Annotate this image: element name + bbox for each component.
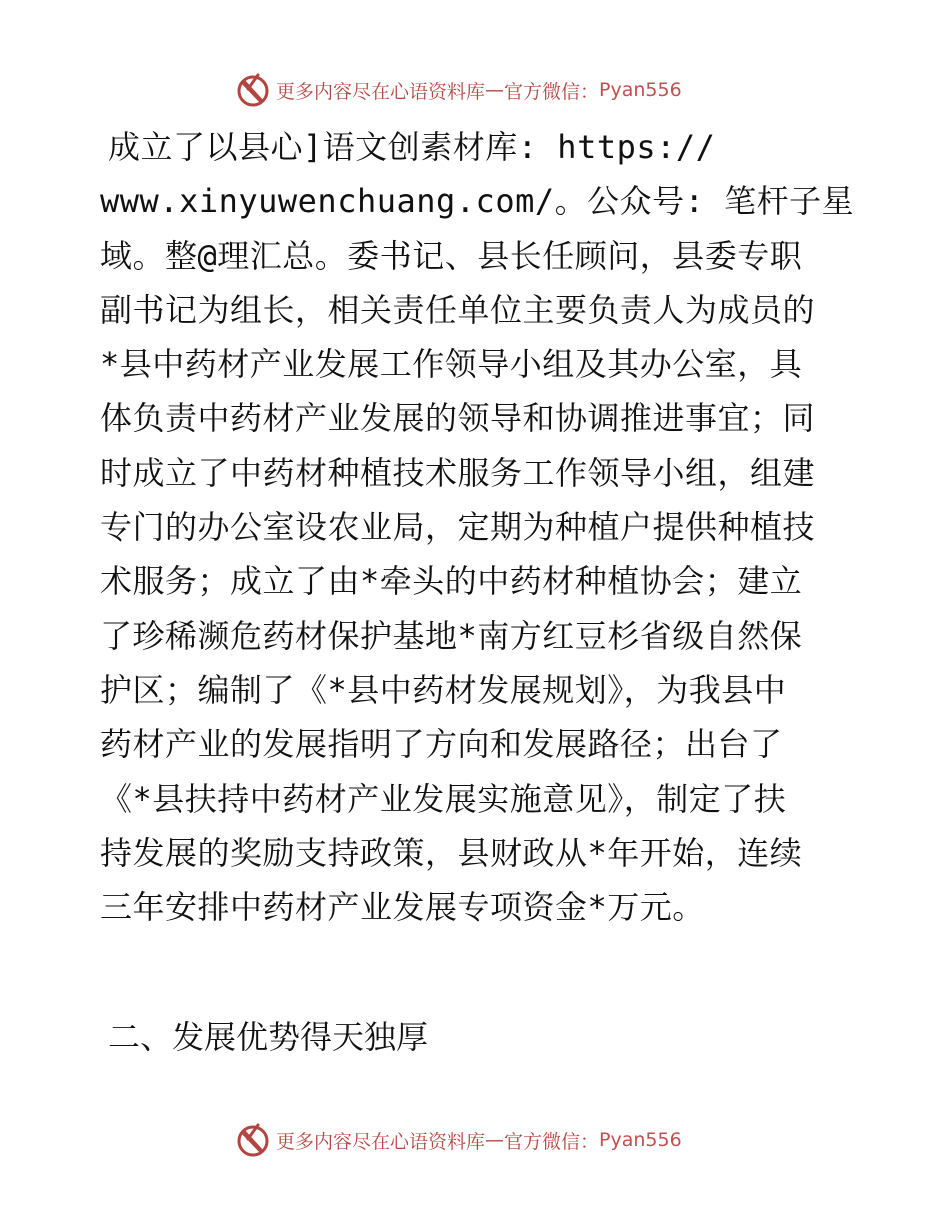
body-line: *县中药材产业发展工作领导小组及其办公室，具: [100, 345, 803, 384]
header-watermark: [234, 70, 682, 110]
body-line: 药材产业的发展指明了方向和发展路径；出台了: [100, 725, 783, 764]
watermark-account-id: Pyan556: [599, 79, 682, 101]
body-line: 体负责中药材产业发展的领导和协调推进事宜；同: [100, 399, 816, 438]
body-line: 持发展的奖励支持政策，县财政从*年开始，连续: [100, 833, 803, 872]
body-line: 了珍稀濒危药材保护基地*南方红豆杉省级自然保: [100, 616, 803, 655]
body-line: 专门的办公室设农业局，定期为种植户提供种植技: [100, 508, 816, 547]
section-heading: 二、发展优势得天独厚: [108, 1018, 429, 1056]
body-line: 域。整@理汇总。委书记、县长任顾问，县委专职: [100, 236, 803, 275]
body-line: 术服务；成立了由*牵头的中药材种植协会；建立: [100, 562, 803, 601]
body-line: 《*县扶持中药材产业发展实施意见》，制定了扶: [100, 779, 787, 818]
pen-circle-logo-icon: [234, 71, 272, 109]
watermark-brand-text: 更多内容尽在心语资料库: [276, 1130, 486, 1153]
watermark-wechat-label: 官方微信：: [504, 80, 600, 103]
body-line: 副书记为组长，相关责任单位主要负责人为成员的: [100, 290, 816, 329]
body-line: 成立了以县心]语文创素材库: https://: [108, 128, 716, 166]
document-body: [100, 120, 900, 934]
watermark-brand-text: 更多内容尽在心语资料库: [276, 80, 486, 103]
footer-watermark: [234, 1120, 682, 1160]
watermark-dash: —: [485, 79, 505, 101]
body-line: 三年安排中药材产业发展专项资金*万元。: [100, 888, 705, 927]
watermark-dash: —: [485, 1129, 505, 1151]
watermark-account-id: Pyan556: [599, 1129, 682, 1151]
body-line: 护区；编制了《*县中药材发展规划》，为我县中: [100, 670, 787, 709]
watermark-wechat-label: 官方微信：: [504, 1130, 600, 1153]
pen-circle-logo-icon: [234, 1121, 272, 1159]
body-line: www.xinyuwenchuang.com/。公众号: 笔杆子星: [100, 182, 855, 221]
body-line: 时成立了中药材种植技术服务工作领导小组，组建: [100, 453, 816, 492]
